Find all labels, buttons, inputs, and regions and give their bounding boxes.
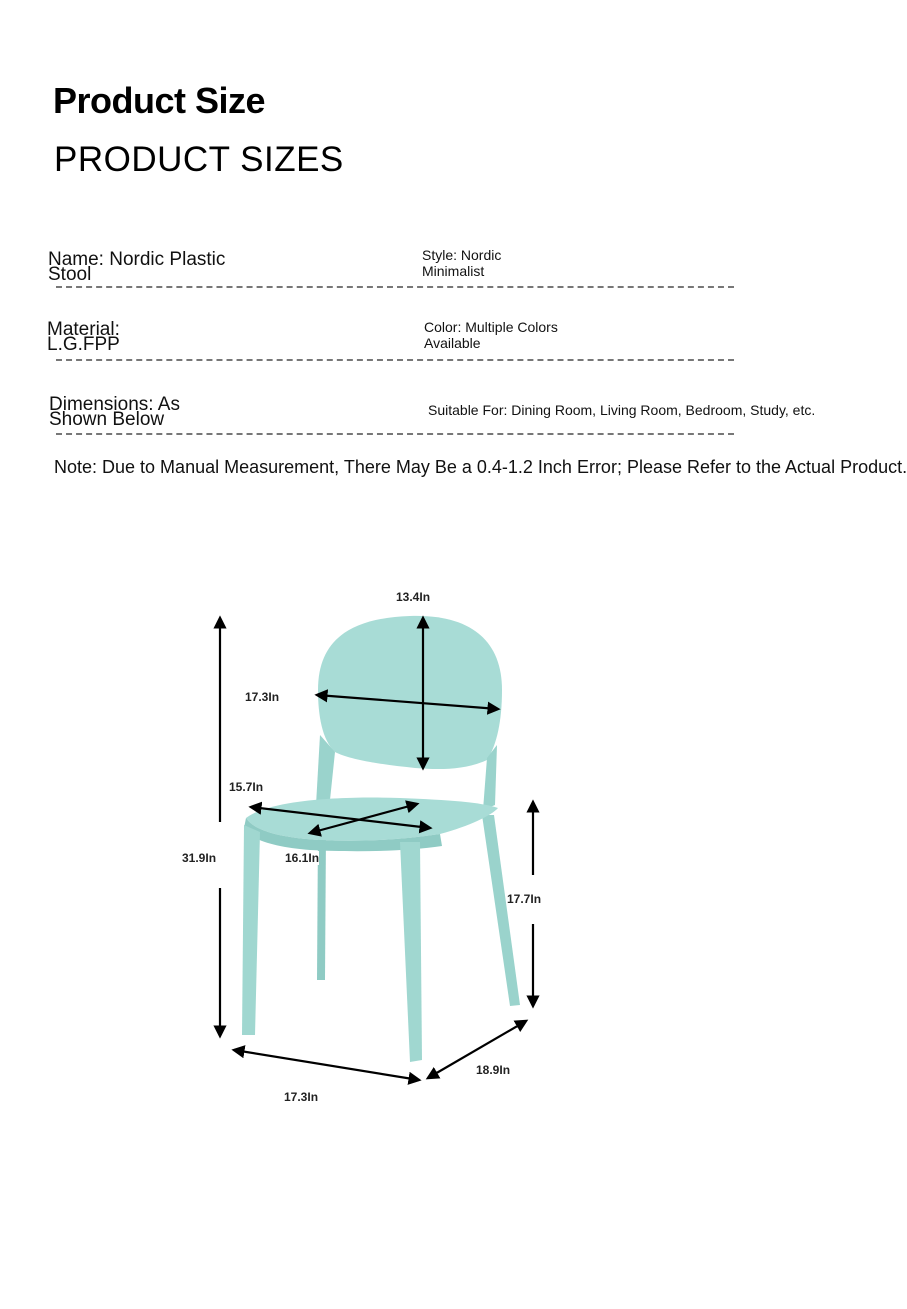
measurement-note: Note: Due to Manual Measurement, There May Be a 0.4-1.2 Inch Error; Please Refer to the Actual Product. bbox=[54, 457, 907, 477]
chair-backrest bbox=[318, 616, 502, 769]
chair-seat bbox=[246, 798, 498, 841]
arrow-base-width bbox=[234, 1050, 419, 1080]
label-base-width: 17.3In bbox=[284, 1090, 319, 1104]
label-base-depth: 18.9In bbox=[476, 1063, 511, 1077]
label-backrest-height: 13.4In bbox=[396, 590, 431, 604]
label-seat-height: 17.7In bbox=[507, 892, 542, 906]
label-seat-depth: 16.1In bbox=[285, 851, 320, 865]
chair-front-leg-left bbox=[242, 825, 260, 1035]
spec-name: Name: Nordic Plastic Stool bbox=[48, 249, 226, 285]
spec-dimensions: Dimensions: As Shown Below bbox=[49, 394, 180, 430]
label-seat-width: 15.7In bbox=[229, 780, 264, 794]
chair-front-leg-right bbox=[400, 842, 422, 1062]
page-subtitle: PRODUCT SIZES bbox=[54, 140, 344, 179]
spec-style: Style: Nordic Minimalist bbox=[422, 247, 502, 279]
spec-color: Color: Multiple Colors Available bbox=[424, 319, 558, 351]
chair-image bbox=[242, 616, 520, 1062]
page-title: Product Size bbox=[53, 80, 266, 121]
spec-material: Material: L.G.FPP bbox=[47, 319, 120, 355]
label-backrest-width: 17.3In bbox=[245, 690, 280, 704]
chair-back-leg-right bbox=[482, 815, 520, 1006]
label-total-height: 31.9In bbox=[182, 851, 217, 865]
spec-suitable-for: Suitable For: Dining Room, Living Room, Bedroom, Study, etc. bbox=[428, 402, 816, 418]
